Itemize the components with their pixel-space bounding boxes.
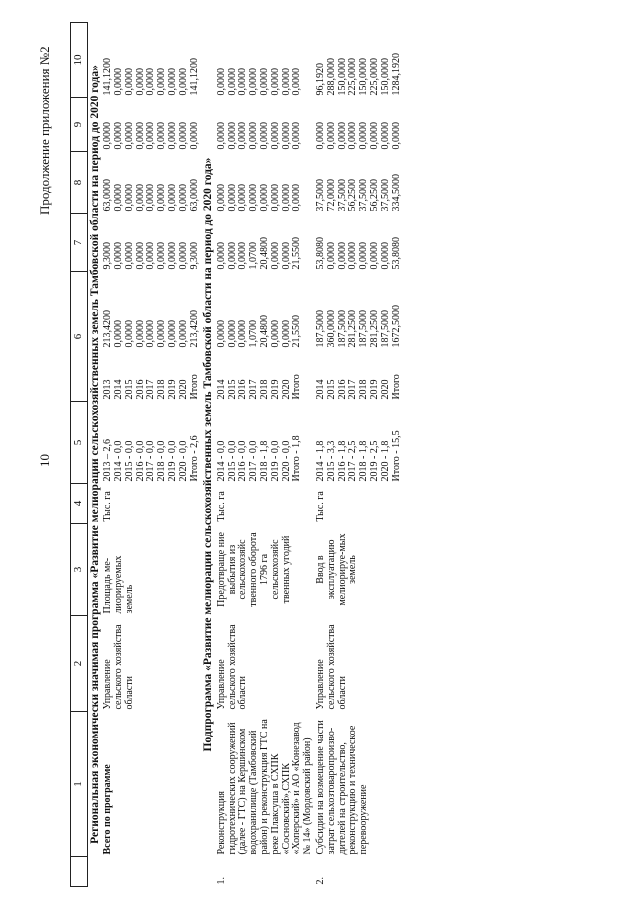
- value-line: 0,0000: [177, 320, 189, 348]
- value-line: 0,0000: [113, 242, 125, 270]
- value-line: 0,0000: [280, 184, 292, 212]
- value-line: 0,0000: [369, 242, 381, 270]
- value-line: 2016 - 1,8: [336, 440, 348, 482]
- value-line: 9,3000: [102, 242, 114, 270]
- value-line: 20,4800: [259, 237, 271, 270]
- item-federal: [315, 214, 403, 272]
- value-line: 0,0000: [269, 320, 281, 348]
- value-line: 37,5000: [315, 179, 327, 212]
- item-federal: [216, 214, 315, 272]
- total-years: [102, 350, 201, 402]
- value-line: 150,0000: [336, 58, 348, 96]
- value-line: 0,0000: [369, 122, 381, 150]
- value-line: 0,0000: [325, 122, 337, 150]
- col-num-4: 4: [71, 484, 88, 524]
- value-line: 0,0000: [134, 122, 146, 150]
- value-line: 0,0000: [123, 320, 135, 348]
- value-line: 0,0000: [280, 68, 292, 96]
- value-line: 37,5000: [336, 179, 348, 212]
- item-sums: [216, 272, 315, 350]
- value-line: 213,4200: [188, 310, 200, 348]
- page-number: 10: [37, 454, 52, 467]
- value-line: 2018 - 0,0: [156, 440, 168, 482]
- value-line: 187,5000: [315, 310, 327, 348]
- value-line: 225,0000: [369, 58, 381, 96]
- value-line: 2014: [215, 379, 227, 400]
- value-line: 20,4800: [259, 315, 271, 348]
- value-line: 2015 - 3,3: [325, 440, 337, 482]
- item-executor: Управление сельского хозяйства области: [215, 624, 249, 710]
- value-line: 0,0000: [145, 122, 157, 150]
- total-targets: [102, 402, 201, 484]
- col-num-3: 3: [71, 524, 88, 616]
- value-line: 2014: [113, 379, 125, 400]
- value-line: 0,0000: [167, 242, 179, 270]
- value-line: 2017: [145, 379, 157, 400]
- value-line: 2015: [226, 379, 238, 400]
- item-indicator: Ввод в эксплуатацию мелиорируе-мых земель: [315, 533, 359, 606]
- value-line: 0,0000: [248, 122, 260, 150]
- value-line: 1672,5000: [390, 305, 402, 348]
- item-name: Реконструкция гидротехнических сооружений (далее - ГТС) на Кершинском водохранилище (Тамбовский район) и реконструкция ГТС на реке Плаксуша в СХПК «Сосновский»,СХПК «Хоперский» и АО «Конезавод № 14» (Мордовский район): [215, 719, 314, 855]
- value-line: Итого: [291, 374, 303, 400]
- value-line: 0,0000: [156, 184, 168, 212]
- subprogram-title: Подпрограмма «Развитие мелиорации сельскохозяйственных земель Тамбовской области на период до 2020 года»: [202, 157, 215, 752]
- value-line: 0,0000: [226, 184, 238, 212]
- col-num-7: 7: [71, 214, 88, 272]
- value-line: 63,0000: [188, 179, 200, 212]
- total-unit: Тыс. га: [102, 491, 114, 522]
- program-title: Региональная экономически значимая программа «Развитие мелиорации сельскохозяйственных земель Тамбовской области на период до 2020 года»: [88, 65, 101, 844]
- continuation-note: Продолжение приложения №2: [37, 46, 52, 215]
- value-line: 0,0000: [237, 184, 249, 212]
- value-line: 0,0000: [156, 242, 168, 270]
- value-line: 0,0000: [113, 68, 125, 96]
- value-line: 0,0000: [226, 242, 238, 270]
- value-line: Итого - 2,6: [188, 435, 200, 482]
- value-line: 2020 - 0,0: [177, 440, 189, 482]
- value-line: 0,0000: [167, 122, 179, 150]
- item-row-2: [315, 23, 403, 887]
- value-line: 2013: [102, 379, 114, 400]
- item-extra: [315, 23, 403, 98]
- col-num-1: 1: [71, 712, 88, 857]
- value-line: 56,2500: [369, 179, 381, 212]
- value-line: 37,5000: [358, 179, 370, 212]
- value-line: 0,0000: [167, 184, 179, 212]
- value-line: 0,0000: [390, 122, 402, 150]
- value-line: 0,0000: [215, 242, 227, 270]
- value-line: 2017: [248, 379, 260, 400]
- value-line: 0,0000: [134, 320, 146, 348]
- value-line: 0,0000: [113, 122, 125, 150]
- value-line: 281,2500: [347, 310, 359, 348]
- total-executor: Управление сельского хозяйства области: [102, 624, 135, 710]
- value-line: 2019 - 0,0: [269, 440, 281, 482]
- value-line: 2017: [347, 379, 359, 400]
- value-line: 0,0000: [215, 122, 227, 150]
- item-row-1: [216, 23, 315, 887]
- value-line: 9,3000: [188, 242, 200, 270]
- item-local: [216, 98, 315, 152]
- value-line: 288,0000: [325, 58, 337, 96]
- value-line: 0,0000: [248, 184, 260, 212]
- value-line: 2020: [280, 379, 292, 400]
- value-line: 0,0000: [336, 122, 348, 150]
- value-line: 0,0000: [358, 122, 370, 150]
- value-line: 0,0000: [113, 184, 125, 212]
- value-line: 0,0000: [280, 242, 292, 270]
- value-line: 0,0000: [156, 68, 168, 96]
- value-line: 0,0000: [134, 184, 146, 212]
- value-line: 0,0000: [248, 68, 260, 96]
- value-line: 2020: [177, 379, 189, 400]
- value-line: 2019 - 0,0: [167, 440, 179, 482]
- value-line: 2016 - 0,0: [237, 440, 249, 482]
- value-line: 0,0000: [102, 122, 114, 150]
- value-line: 0,0000: [215, 184, 227, 212]
- value-line: 0,0000: [145, 184, 157, 212]
- value-line: 2016: [134, 379, 146, 400]
- value-line: 2016: [336, 379, 348, 400]
- value-line: 0,0000: [145, 68, 157, 96]
- col-num-0: [71, 857, 88, 887]
- value-line: 1,0700: [248, 242, 260, 270]
- item-extra: [216, 23, 315, 98]
- value-line: 0,0000: [113, 320, 125, 348]
- value-line: 0,0000: [280, 320, 292, 348]
- item-years: [216, 350, 315, 402]
- value-line: 0,0000: [269, 68, 281, 96]
- value-line: 0,0000: [188, 122, 200, 150]
- value-line: 141,1200: [102, 58, 114, 96]
- value-line: Итого: [390, 374, 402, 400]
- value-line: 2018: [259, 379, 271, 400]
- column-number-row: [71, 23, 88, 887]
- col-num-2: 2: [71, 616, 88, 712]
- value-line: 0,0000: [215, 68, 227, 96]
- value-line: 187,5000: [379, 310, 391, 348]
- item-executor: Управление сельского хозяйства области: [315, 624, 348, 710]
- value-line: 2017 - 0,0: [145, 440, 157, 482]
- value-line: 0,0000: [156, 122, 168, 150]
- value-line: 360,0000: [325, 310, 337, 348]
- value-line: 0,0000: [379, 242, 391, 270]
- value-line: 0,0000: [358, 242, 370, 270]
- value-line: 1,0700: [248, 320, 260, 348]
- total-indicator: Площадь ме-лиорируемых земель: [102, 555, 135, 614]
- item-unit: Тыс. га: [215, 491, 227, 522]
- value-line: 2015: [325, 379, 337, 400]
- value-line: 72,0000: [325, 179, 337, 212]
- value-line: 2018: [358, 379, 370, 400]
- col-num-10: 10: [71, 23, 88, 98]
- value-line: 0,0000: [336, 242, 348, 270]
- item-regional: [216, 152, 315, 214]
- value-line: 2015 - 0,0: [226, 440, 238, 482]
- program-title-row: [87, 23, 102, 887]
- value-line: 2019: [167, 379, 179, 400]
- value-line: 21,5500: [291, 237, 303, 270]
- value-line: 0,0000: [123, 68, 135, 96]
- value-line: 0,0000: [215, 320, 227, 348]
- value-line: 53,8080: [390, 237, 402, 270]
- value-line: 2015: [123, 379, 135, 400]
- value-line: 0,0000: [177, 242, 189, 270]
- program-table: [70, 22, 403, 887]
- total-label: Всего по программе: [102, 764, 114, 855]
- value-line: 0,0000: [167, 68, 179, 96]
- item-indicator: Предотвраще ние выбытия из сельскохозяйс твенного оборота 1796 га сельскохозяйс твенных угодий: [215, 532, 292, 607]
- value-line: 0,0000: [280, 122, 292, 150]
- value-line: 96,1920: [315, 63, 327, 96]
- value-line: 2014 - 1,8: [315, 440, 327, 482]
- value-line: 2014 - 0,0: [215, 440, 227, 482]
- value-line: 63,0000: [102, 179, 114, 212]
- value-line: 2017 - 0,0: [248, 440, 260, 482]
- value-line: 0,0000: [145, 320, 157, 348]
- value-line: 0,0000: [237, 122, 249, 150]
- value-line: Итого: [188, 374, 200, 400]
- value-line: 0,0000: [226, 320, 238, 348]
- value-line: 225,0000: [347, 58, 359, 96]
- col-num-6: 6: [71, 272, 88, 402]
- value-line: 334,5000: [390, 174, 402, 212]
- value-line: 0,0000: [156, 320, 168, 348]
- value-line: 0,0000: [177, 68, 189, 96]
- item-local: [315, 98, 403, 152]
- value-line: 0,0000: [177, 184, 189, 212]
- total-row: [102, 23, 201, 887]
- value-line: 0,0000: [123, 122, 135, 150]
- value-line: 187,5000: [358, 310, 370, 348]
- value-line: 2018 - 1,8: [358, 440, 370, 482]
- col-num-8: 8: [71, 152, 88, 214]
- value-line: 0,0000: [177, 122, 189, 150]
- total-sums: [102, 272, 201, 350]
- value-line: 56,2500: [347, 179, 359, 212]
- value-line: 0,0000: [145, 242, 157, 270]
- value-line: 150,0000: [358, 58, 370, 96]
- value-line: 0,0000: [259, 122, 271, 150]
- item-targets: [216, 402, 315, 484]
- value-line: 187,5000: [336, 310, 348, 348]
- value-line: 0,0000: [291, 184, 303, 212]
- value-line: Итого - 1,8: [291, 435, 303, 482]
- item-years: [315, 350, 403, 402]
- value-line: 0,0000: [237, 68, 249, 96]
- value-line: 0,0000: [291, 68, 303, 96]
- col-num-5: 5: [71, 402, 88, 484]
- value-line: 2019: [269, 379, 281, 400]
- item-sums: [315, 272, 403, 350]
- value-line: 0,0000: [259, 68, 271, 96]
- value-line: 0,0000: [237, 242, 249, 270]
- total-extra: [102, 23, 201, 98]
- value-line: 0,0000: [347, 122, 359, 150]
- value-line: 53,8080: [315, 237, 327, 270]
- value-line: 0,0000: [291, 122, 303, 150]
- item-unit: Тыс. га: [315, 491, 327, 522]
- total-local: [102, 98, 201, 152]
- value-line: 0,0000: [123, 242, 135, 270]
- value-line: 0,0000: [134, 68, 146, 96]
- value-line: 0,0000: [167, 320, 179, 348]
- total-federal: [102, 214, 201, 272]
- value-line: 281,2500: [369, 310, 381, 348]
- value-line: 2014: [315, 379, 327, 400]
- value-line: 2014 - 0,0: [113, 440, 125, 482]
- value-line: 141,1200: [188, 58, 200, 96]
- col-num-9: 9: [71, 98, 88, 152]
- value-line: 2018: [156, 379, 168, 400]
- value-line: 2019: [369, 379, 381, 400]
- value-line: 0,0000: [379, 122, 391, 150]
- value-line: 2017 - 2,5: [347, 440, 359, 482]
- value-line: 2020 - 0,0: [280, 440, 292, 482]
- value-line: 0,0000: [269, 184, 281, 212]
- value-line: 2018 - 1,8: [259, 440, 271, 482]
- value-line: 0,0000: [226, 68, 238, 96]
- item-regional: [315, 152, 403, 214]
- value-line: 2020 - 1,8: [379, 440, 391, 482]
- value-line: 37,5000: [379, 179, 391, 212]
- value-line: 0,0000: [226, 122, 238, 150]
- value-line: Итого - 15,5: [390, 430, 402, 482]
- value-line: 2015 - 0,0: [123, 440, 135, 482]
- value-line: 21,5500: [291, 315, 303, 348]
- value-line: 0,0000: [347, 242, 359, 270]
- value-line: 0,0000: [134, 242, 146, 270]
- value-line: 213,4200: [102, 310, 114, 348]
- value-line: 0,0000: [259, 184, 271, 212]
- value-line: 2016 - 0,0: [134, 440, 146, 482]
- subprogram-title-row: [201, 23, 215, 887]
- value-line: 0,0000: [269, 122, 281, 150]
- value-line: 2013 – 2,6: [102, 439, 114, 482]
- value-line: 0,0000: [123, 184, 135, 212]
- item-name: Субсидии на возмещение части затрат сельхозтоваропроизво-дителей на строительство, реконструкцию и техническое перевооружение: [315, 720, 370, 855]
- value-line: 150,0000: [379, 58, 391, 96]
- item-number: 2.: [315, 877, 327, 885]
- value-line: 0,0000: [315, 122, 327, 150]
- value-line: 0,0000: [269, 242, 281, 270]
- value-line: 0,0000: [325, 242, 337, 270]
- item-targets: [315, 402, 403, 484]
- value-line: 2020: [379, 379, 391, 400]
- value-line: 1284,1920: [390, 53, 402, 96]
- total-regional: [102, 152, 201, 214]
- value-line: 2019 - 2,5: [369, 440, 381, 482]
- item-number: 1.: [215, 877, 227, 885]
- value-line: 0,0000: [237, 320, 249, 348]
- value-line: 2016: [237, 379, 249, 400]
